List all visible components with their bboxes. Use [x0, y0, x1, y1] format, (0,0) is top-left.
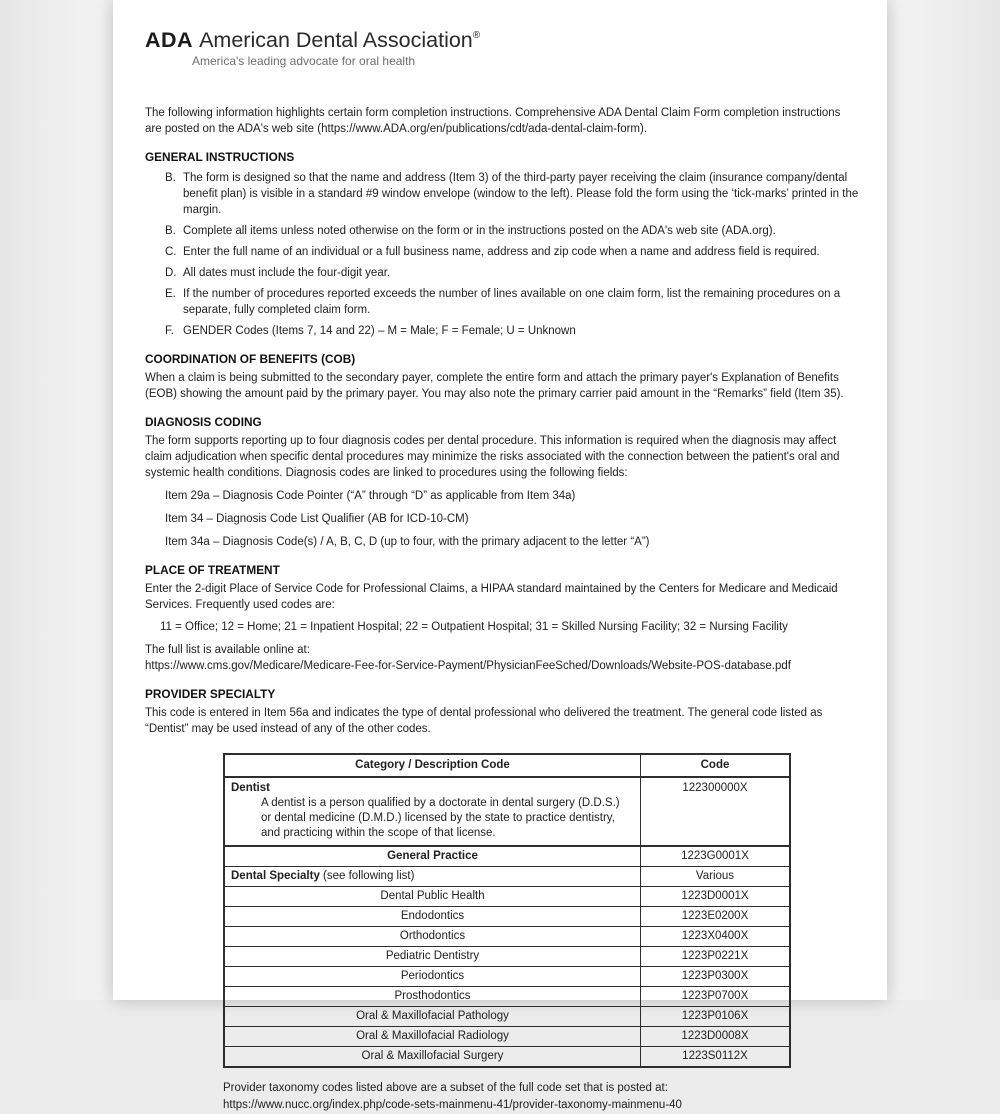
diagnosis-item: Item 34 – Diagnosis Code List Qualifier (AB for ICD-10-CM) [165, 513, 469, 525]
table-row [224, 967, 790, 987]
row-code: 1223P0700X [641, 987, 791, 1007]
row-label: Oral & Maxillofacial Surgery [224, 1047, 641, 1068]
row-label-rest: (see following list) [319, 870, 415, 882]
cob-body: When a claim is being submitted to the secondary payer, complete the entire form and attach the primary payer's Explanation of Benefits (EOB) showing the amount paid by the primary payer. You may also note the primary carrier paid amount in the “Remarks” field (Item 35). [145, 372, 844, 400]
place-of-service-codes: 11 = Office; 12 = Home; 21 = Inpatient Hospital; 22 = Outpatient Hospital; 31 = Skilled Nursing Facility; 32 = Nursing Facility [160, 621, 788, 633]
item-text: Complete all items unless noted otherwise on the form or in the instructions posted on the ADA's web site (ADA.org). [183, 225, 776, 237]
intro-paragraph: The following information highlights certain form completion instructions. Comprehensive ADA Dental Claim Form completion instructions are posted on the ADA's web site (https://www.ADA.org/en/publications/cdt/ada-dental-claim-form). [145, 107, 841, 135]
row-label-bold: Dental Specialty [231, 870, 320, 882]
row-code: 1223G0001X [641, 846, 791, 867]
table-row [224, 1047, 790, 1068]
row-label: Pediatric Dentistry [224, 947, 641, 967]
document-page [113, 0, 887, 1111]
diagnosis-body: The form supports reporting up to four diagnosis codes per dental procedure. This information is required when the diagnosis may affect claim adjudication when specific dental procedures may minimize the risks associated with the connection between the patient's oral and systemic health conditions. Diagnosis codes are linked to procedures using the following fields: [145, 435, 840, 479]
item-text: Enter the full name of an individual or a full business name, address and zip code when a name and address field is required. [183, 246, 820, 258]
dentist-title: Dentist [231, 782, 270, 794]
table-row [224, 887, 790, 907]
cob-heading: COORDINATION OF BENEFITS (COB) [145, 352, 356, 366]
provider-specialty-heading: PROVIDER SPECIALTY [145, 687, 276, 701]
taxonomy-footer-note [223, 1080, 860, 1114]
diagnosis-item: Item 34a – Diagnosis Code(s) / A, B, C, D (up to four, with the primary adjacent to the letter “A”) [165, 536, 650, 548]
row-label: Oral & Maxillofacial Radiology [224, 1027, 641, 1047]
table-header-category: Category / Description Code [224, 754, 641, 777]
row-label: Dental Public Health [224, 887, 641, 907]
general-instruction-item [165, 286, 860, 318]
row-code: 1223E0200X [641, 907, 791, 927]
general-instruction-item [165, 265, 860, 281]
table-row [224, 927, 790, 947]
place-body: Enter the 2-digit Place of Service Code for Professional Claims, a HIPAA standard maintained by the Centers for Medicare and Medicaid Services. Frequently used codes are: [145, 583, 838, 611]
table-row-general-practice [224, 846, 790, 867]
logo-tagline: America's leading advocate for oral health [192, 54, 416, 68]
table-header-row [224, 754, 790, 777]
row-label [224, 867, 641, 887]
diagnosis-item: Item 29a – Diagnosis Code Pointer (“A” through “D” as applicable from Item 34a) [165, 490, 576, 502]
place-of-treatment-heading: PLACE OF TREATMENT [145, 563, 280, 577]
logo-org-name: American Dental Association [199, 28, 473, 52]
table-row [224, 987, 790, 1007]
table-row [224, 1007, 790, 1027]
row-label: General Practice [224, 846, 641, 867]
cms-pos-url: https://www.cms.gov/Medicare/Medicare-Fee-for-Service-Payment/PhysicianFeeSched/Downloads/Website-POS-database.pdf [145, 660, 791, 672]
dentist-category-cell [224, 777, 641, 846]
row-label: Prosthodontics [224, 987, 641, 1007]
table-header-code: Code [641, 754, 791, 777]
full-list-label: The full list is available online at: [145, 644, 310, 656]
ada-logo-mark: ADA [145, 28, 194, 52]
footer-line1: Provider taxonomy codes listed above are a subset of the full code set that is posted at: [223, 1082, 668, 1094]
item-label: F. [165, 325, 174, 337]
row-code: 1223D0001X [641, 887, 791, 907]
item-label: E. [165, 288, 176, 300]
general-instruction-item [165, 323, 860, 339]
table-row [224, 907, 790, 927]
row-code: 1223P0221X [641, 947, 791, 967]
row-label: Orthodontics [224, 927, 641, 947]
row-label: Oral & Maxillofacial Pathology [224, 1007, 641, 1027]
provider-specialty-table [223, 753, 791, 1068]
ada-logo [145, 28, 860, 69]
dentist-description: A dentist is a person qualified by a doctorate in dental surgery (D.D.S.) or dental medicine (D.M.D.) licensed by the state to practice dentistry, and practicing within the scope of that license. [261, 797, 620, 839]
general-instruction-item [165, 244, 860, 260]
row-code: 1223P0300X [641, 967, 791, 987]
item-label: C. [165, 246, 177, 258]
item-label: B. [165, 225, 176, 237]
item-text: GENDER Codes (Items 7, 14 and 22) – M = Male; F = Female; U = Unknown [183, 325, 576, 337]
table-row [224, 947, 790, 967]
diagnosis-coding-heading: DIAGNOSIS CODING [145, 415, 262, 429]
footer-line2-url: https://www.nucc.org/index.php/code-sets-mainmenu-41/provider-taxonomy-mainmenu-40 [223, 1099, 682, 1111]
row-code: 1223X0400X [641, 927, 791, 947]
row-label: Periodontics [224, 967, 641, 987]
dentist-code: 122300000X [641, 777, 791, 846]
row-code: Various [641, 867, 791, 887]
registered-trademark-symbol: ® [472, 30, 481, 41]
provider-body: This code is entered in Item 56a and indicates the type of dental professional who delivered the treatment. The general code listed as “Dentist” may be used instead of any of the other codes. [145, 707, 823, 735]
table-row-dentist [224, 777, 790, 846]
general-instruction-item [165, 170, 860, 218]
row-code: 1223P0106X [641, 1007, 791, 1027]
item-label: D. [165, 267, 177, 279]
logo-line [145, 28, 860, 52]
general-instructions-heading: GENERAL INSTRUCTIONS [145, 150, 295, 164]
item-label: B. [165, 172, 176, 184]
table-row-dental-specialty [224, 867, 790, 887]
table-row [224, 1027, 790, 1047]
item-text: All dates must include the four-digit year. [183, 267, 391, 279]
item-text: If the number of procedures reported exceeds the number of lines available on one claim form, list the remaining procedures on a separate, fully completed claim form. [183, 288, 841, 316]
item-text: The form is designed so that the name and address (Item 3) of the third-party payer receiving the claim (insurance company/dental benefit plan) is visible in a standard #9 window envelope (window to the left). Please fold the form using the ‘tick-marks’ printed in the margin. [183, 172, 859, 216]
row-code: 1223D0008X [641, 1027, 791, 1047]
row-code: 1223S0112X [641, 1047, 791, 1068]
general-instruction-item [165, 223, 860, 239]
row-label: Endodontics [224, 907, 641, 927]
